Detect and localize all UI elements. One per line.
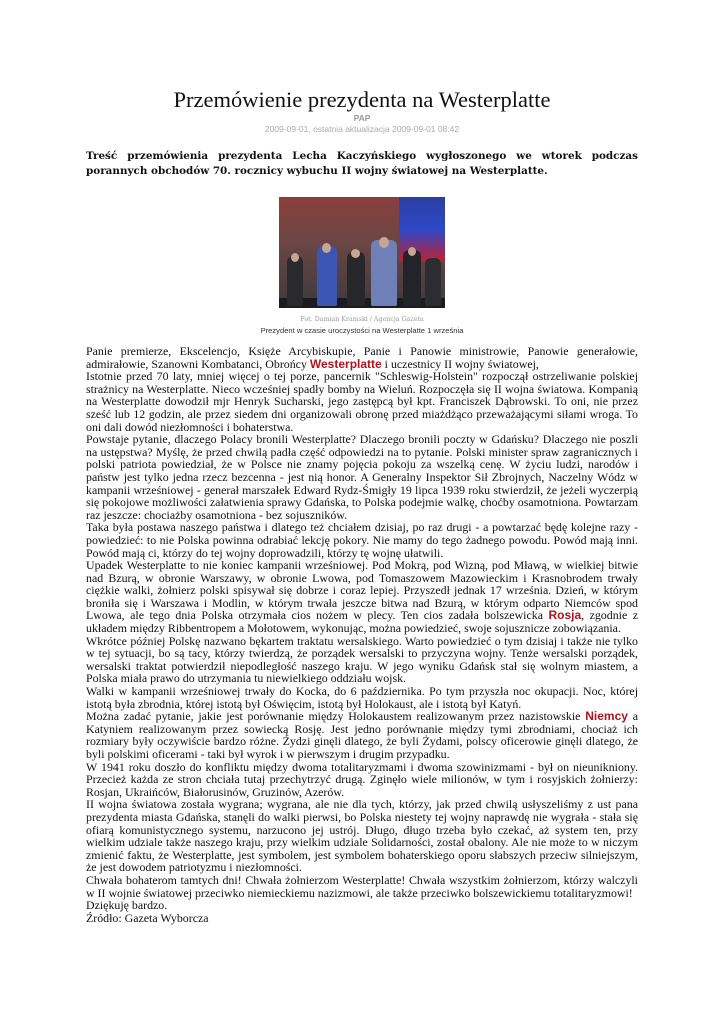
paragraph-text: , zgodnie z układem między Ribbentropem a Mołotowem, wykonując, można powiedzieć, swoje sojusznicze zobowiązania. <box>86 608 638 636</box>
photo-figure <box>287 256 303 306</box>
article-source: PAP <box>353 113 371 123</box>
article-paragraph <box>86 433 638 521</box>
paragraph-text: Panie premierze, Ekscelencjo, Księże Arcybiskupie, Panie i Panowie ministrowie, Panowie generałowie, admirałowie, Szanowni Kombatanci, Obrońcy <box>86 344 638 371</box>
article-paragraph <box>86 345 638 370</box>
paragraph-text: II wojna światowa została wygrana; wygrana, ale nie dla tych, którzy, jak przed chwilą usłyszeliśmy z ust pana prezydenta miasta Gdańska, stanęli do walki pierwsi, bo Polska niestety tej wojny naprawdę nie wygrała - stała się ofiarą komunistycznego systemu, narzucono jej ustrój. Długo, długo trzeba było czekać, aż system ten, przy wielkim udziale także naszego kraju, przy wielkim udziale Solidarności, został obalony. Ale nie może to w niczym zmienić faktu, że Westerplatte, jest symbolem, jest symbolem bohaterskiego oporu słabszych przeciw silniejszym, że jest dowodem patriotyzmu i niezłomności. <box>86 797 638 875</box>
paragraph-text: W 1941 roku doszło do konfliktu między dwoma totalitaryzmami i dwoma szowinizmami - był on nieunikniony. Przecież każda ze stron chciała tutaj przechytrzyć drugą. Zginęło wiele milionów, w tym i rosyjskich żołnierzy: Rosjan, Ukraińców, Białorusinów, Gruzinów, Azerów. <box>86 759 638 799</box>
article-body <box>86 345 638 924</box>
photo-figure-head <box>322 243 331 253</box>
article-lead: Treść przemówienia prezydenta Lecha Kaczyńskiego wygłoszonego we wtorek podczas porannych obchodów 70. rocznicy wybuchu II wojny światowej na Westerplatte. <box>86 150 638 177</box>
article-paragraph <box>86 710 638 760</box>
photo-figure <box>403 250 421 306</box>
article-paragraph <box>86 874 638 899</box>
paragraph-text: Można zadać pytanie, jakie jest porównanie między Holokaustem realizowanym przez nazistowskie <box>86 709 586 724</box>
paragraph-text: a Katyniem realizowanym przez sowiecką Rosję. Jest jedno porównanie między tymi zbrodniami, chociaż ich rozmiary były oczywiście bardzo różne. Żydzi ginęli dlatego, że byli Żydami, polscy oficerowie ginęli dlatego, że byli polskimi oficerami - taki był wyrok i w pierwszym i drugim przypadku. <box>86 709 638 761</box>
article-title: Przemówienie prezydenta na Westerplatte <box>173 87 551 112</box>
photo-figure <box>347 252 365 306</box>
article-photo <box>279 197 445 308</box>
photo-credit: Fot. Damian Kramski / Agencja Gazeta <box>300 316 424 323</box>
keyword-link[interactable]: Westerplatte <box>309 356 382 371</box>
photo-figure <box>371 240 397 306</box>
keyword-link[interactable]: Niemcy <box>585 709 628 724</box>
article-paragraph <box>86 370 638 433</box>
article-paragraph <box>86 635 638 685</box>
paragraph-text: Upadek Westerplatte to nie koniec kampanii wrześniowej. Pod Mokrą, pod Wizną, pod Mławą, w wielkiej bitwie nad Bzurą, w obronie Warszawy, w obronie Lwowa, pod Tomaszowem Mazowieckim i Krasnobrodem trwały ciężkie walki, żołnierz polski spisywał się dobrze i coraz lepiej. Przyszedł jednak 17 września. Dzień, w którym broniła się i Warszawa i Modlin, w którym trwała jeszcze bitwa nad Bzurą, w którym odparto Niemców spod Lwowa, ale tego dnia Polska otrzymała cios nożem w plecy. Ten cios zadała bolszewicka <box>86 558 638 623</box>
photo-figure-head <box>351 249 360 258</box>
paragraph-text: Istotnie przed 70 laty, mniej więcej o tej porze, pancernik "Schleswig-Holstein" rozpoczął ostrzeliwanie polskiej strażnicy na Westerplatte. Nieco wcześniej spadły bomby na Wieluń. Rozpoczęła się II wojna światowa. Kompanią na Westerplatte dowodził mjr Henryk Sucharski, jego zastępcą był kpt. Franciszek Dąbrowski. To oni, nie przez sześć lub 12 godzin, ale przez siedem dni organizowali obronę przed miażdżąco przeważającymi siłami wroga. To oni dali dowód niezłomności i bohaterstwa. <box>86 369 638 434</box>
paragraph-text: Dziękuję bardzo. <box>86 898 168 913</box>
paragraph-text: Wkrótce później Polskę nazwano bękartem traktatu wersalskiego. Warto powiedzieć o tym dzisiaj i także nie tylko w tej sytuacji, bo są tacy, którzy twierdzą, że porządek wersalski to przyczyna wojny. Tenże wersalski porządek, wersalski traktat potwierdził niepodległość naszego kraju. W jego wyniku Gdańsk stał się wolnym miastem, a Polska miała prawo do utrzymania tu niewielkiego oddziału wojsk. <box>86 633 638 686</box>
photo-figure <box>425 258 441 306</box>
photo-figure-head <box>291 253 299 262</box>
paragraph-text: Chwała bohaterom tamtych dni! Chwała żołnierzom Westerplatte! Chwała wszystkim żołnierzom, którzy walczyli w II wojnie światowej przeciwko niemieckiemu nazizmowi, ale także przeciwko bolszewickiemu totalitaryzmowi! <box>86 872 638 900</box>
article-paragraph <box>86 521 638 559</box>
paragraph-text: Źródło: Gazeta Wyborcza <box>86 910 209 925</box>
article-paragraph <box>86 912 638 925</box>
keyword-link[interactable]: Rosja <box>548 608 582 623</box>
paragraph-text: Taka była postawa naszego państwa i dlatego też chciałem dzisiaj, po raz drugi - a powtarzać będę kolejne razy - powiedzieć: to nie Polska powinna odrabiać lekcję pokory. Nie mamy do tego żadnego powodu. Powód mają inni. Powód mają ci, którzy do tej wojny doprowadzili, którzy tę wojnę ułatwili. <box>86 520 638 560</box>
paragraph-text: Powstaje pytanie, dlaczego Polacy bronili Westerplatte? Dlaczego bronili poczty w Gdańsku? Dlaczego nie poszli na ustępstwa? Myślę, że przed chwilą padła część odpowiedzi na to pytanie. Polski minister spraw zagranicznych i polski patriota powiedział, że w Polsce nie znamy pojęcia pokoju za wszelką cenę. W życiu ludzi, narodów i państw jest tylko jedna rzecz bezcenna - jest nią honor. A Generalny Inspektor Sił Zbrojnych, Naczelny Wódz w kampanii wrześniowej - generał marszałek Edward Rydz-Śmigły 19 lipca 1939 roku stwierdził, że jeżeli wyczerpią się pokojowe możliwości załatwienia sprawy Gdańska, to Polska podejmie walkę, choćby osamotniona. Powtarzam raz jeszcze: chociażby osamotniona - bez sojuszników. <box>86 432 638 522</box>
article-paragraph <box>86 798 638 874</box>
article-paragraph <box>86 685 638 710</box>
paragraph-text: Walki w kampanii wrześniowej trwały do Kocka, do 6 października. Po tym przyszła noc okupacji. Noc, której istotą była zbrodnia, której istotą był Oświęcim, istotą był Holokaust, ale i istotą był Katyń. <box>86 684 638 711</box>
photo-figure-head <box>379 237 389 248</box>
article-paragraph <box>86 559 638 635</box>
paragraph-text: i uczestnicy II wojny światowej, <box>381 356 539 371</box>
photo-figure <box>317 246 337 306</box>
photo-figure-head <box>408 247 416 256</box>
article-paragraph <box>86 761 638 799</box>
photo-caption: Prezydent w czasie uroczystości na Westerplatte 1 września <box>260 326 464 335</box>
article-date: 2009-09-01, ostatnia aktualizacja 2009-09-01 08:42 <box>264 124 460 134</box>
